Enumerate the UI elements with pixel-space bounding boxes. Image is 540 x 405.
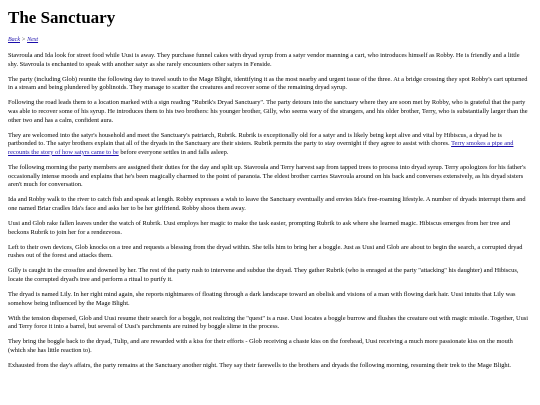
- paragraph: Following the road leads them to a location marked with a sign reading "Rubrik's Dryad Sanctuary". The party detours into the sanctuary where they are soon met by Robby, who is grateful that the party was able to recover some of his syrup. He introduces them to his two brothers: his younger brother, Gilly, who seems wary of the strangers, and his older brother, Terry, who is substantially larger than the other two and has a calm, confident aura.: [8, 99, 528, 124]
- back-link[interactable]: Back: [8, 37, 20, 43]
- paragraph: Ida and Robby walk to the river to catch fish and speak at length. Robby expresses a wish to leave the Sanctuary eventually and envies Ida's free-roaming lifestyle. A number of dryads interrupt them and one named Briar cradles Ida's face and asks her to be her girlfriend. Robby shoos them away.: [8, 196, 526, 212]
- page-title: The Sanctuary: [8, 8, 116, 27]
- article: [8, 8, 529, 377]
- satyr-story-link[interactable]: Terry smokes a pipe and recounts the story of how satyrs came to be: [8, 140, 514, 156]
- paragraph: Uusi and Glob rake fallen leaves under the watch of Rubrik. Uusi employs her magic to make the task easier, prompting Rubrik to ask where she learned magic. Hibiscus emerges from her tree and beckons Rubrik to join her for a rendezvous.: [8, 219, 511, 236]
- nav-separator: >: [20, 37, 28, 43]
- paragraph-text: They are welcomed into the satyr's household and meet the Sanctuary's patriarch, Rubrik. Rubrik is exceptionally old for a satyr and is likely being kept alive and vital by Hibiscus, a dryad he is partbonded to. The satyr brothers explain that all of the dryads in the Sanctuary are their sisters. Rubrik permits the party to stay overnight if they agree to assist with chores.: [8, 131, 502, 148]
- paragraph: Gilly is caught in the crossfire and downed by her. The rest of the party rush to intervene and subdue the dryad. They gather Rubrik (who is enraged at the party "attacking" his daughter) and Hibiscus, locate the corrupted dryad's tree and perform a ritual to purify it.: [8, 267, 519, 283]
- next-link[interactable]: Next: [27, 37, 39, 43]
- paragraph: They bring the boggle back to the dryad, Tulip, and are rewarded with a kiss for their efforts - Glob receiving a chaste kiss on the forehead, Uusi receiving a much more passionate kiss on the mouth (which she has little reaction to).: [8, 338, 513, 354]
- paragraph: The following morning the party members are assigned their duties for the day and split up. Stavroula and Terry harvest sap from tapped trees to process into dryad syrup. Terry apologizes for his father's occasionally intense moods and explains that he's been magically charmed to the point of paranoia. The eldest brother carries Stavroula around on his back and converses extensively, as his dryad sisters aren't much for conversation.: [8, 163, 526, 189]
- paragraph: Stavroula and Ida look for street food while Uusi is away. They purchase funnel cakes with dryad syrup from a satyr vendor manning a cart, who introduces himself as Robby. He is friendly and a little shy. Stavroula is enchanted to speak with another satyr as she rarely encounters other satyrs in Fenside.: [8, 52, 520, 68]
- paragraph: The dryad is named Lily. In her right mind again, she reports nightmares of floating through a dark landscape toward an obelisk and visions of a man with flowing dark hair. Uusi intuits that Lily was somehow being influenced by the Mage Blight.: [8, 290, 516, 307]
- paragraph: With the tension dispersed, Glob and Uusi resume their search for a boggle, not realizing the "quest" is a ruse. Uusi locates a boggle burrow and flushes the creature out with magic missile. Together, Uusi and Terry force it into a barrel, but several of Uusi's parchments are ruined by boggle slime in the process.: [8, 314, 529, 331]
- paragraph-with-link: [8, 132, 529, 158]
- paragraph: Left to their own devices, Glob knocks on a tree and requests a blessing from the dryad within. She tells him to bring her a boggle. Just as Uusi and Glob are about to begin the search, a corrupted dryad rushes out of the forest and attacks them.: [8, 243, 523, 260]
- paragraph-text: before everyone settles in and falls asleep.: [118, 148, 229, 156]
- paragraph: The party (including Glob) reunite the following day to travel south to the Mage Blight, identifying it as the most nearby and urgent issue of the three. At a bridge crossing they spot Robby's cart upturned in a stream and being plundered by goblinoids. They manage to scatter the creatures and recover some of the remaining dryad syrup.: [8, 75, 528, 92]
- paragraph: Exhausted from the day's affairs, the party remains at the Sanctuary another night. They say their farewells to the brothers and dryads the following morning, resuming their trek to the Mage Blight.: [8, 362, 511, 370]
- breadcrumb-nav: [8, 36, 529, 44]
